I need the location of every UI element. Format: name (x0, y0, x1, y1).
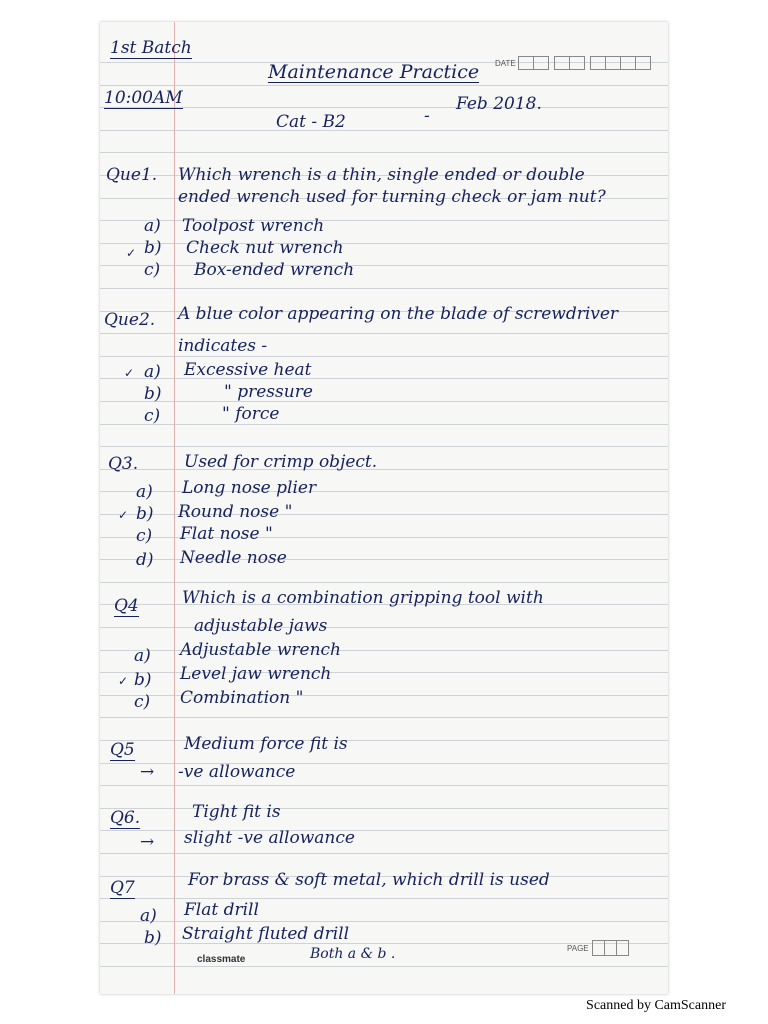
ruled-line (100, 130, 668, 131)
question-label: Q7 (110, 878, 135, 898)
option-text: Box-ended wrench (194, 260, 355, 280)
ruled-line (100, 152, 668, 153)
question-text: ended wrench used for turning check or jam nut? (178, 187, 606, 207)
question-text: For brass & soft metal, which drill is used (188, 870, 550, 890)
option-text: Needle nose (180, 548, 287, 568)
option-text: Flat drill (184, 900, 259, 920)
option-label: a) (140, 906, 157, 926)
question-text: adjustable jaws (194, 616, 328, 636)
option-text: Adjustable wrench (180, 640, 342, 660)
date-field (495, 56, 651, 70)
option-text: Long nose plier (182, 478, 317, 498)
option-text: Both a & b . (310, 946, 396, 962)
checkmark-icon: ✓ (118, 508, 129, 522)
time-label: 10:00AM (104, 88, 183, 108)
category-label: Cat - B2 (276, 112, 346, 132)
ruled-line (100, 853, 668, 854)
exam-date: Feb 2018. (456, 94, 542, 114)
answer-text: -ve allowance (178, 762, 296, 782)
ruled-line (100, 808, 668, 809)
ruled-line (100, 424, 668, 425)
ruled-line (100, 717, 668, 718)
option-label: b) (144, 238, 162, 258)
question-label: Que2. (104, 310, 156, 330)
option-text: Flat nose " (180, 524, 273, 544)
option-label: c) (144, 406, 161, 426)
question-label: Q3. (108, 454, 139, 474)
ruled-line (100, 401, 668, 402)
ruled-line (100, 85, 668, 86)
option-text: Excessive heat (184, 360, 312, 380)
question-label: Q6. (110, 808, 141, 828)
scanner-watermark: Scanned by CamScanner (586, 998, 726, 1013)
ruled-line (100, 333, 668, 334)
margin-line (174, 22, 175, 994)
option-label: a) (136, 482, 153, 502)
question-label: Q5 (110, 740, 135, 760)
header-dash: - (424, 106, 430, 126)
ruled-line (100, 785, 668, 786)
option-text: Toolpost wrench (182, 216, 325, 236)
ruled-line (100, 288, 668, 289)
answer-text: slight -ve allowance (184, 828, 355, 848)
option-label: c) (134, 692, 151, 712)
question-label: Que1. (106, 165, 158, 185)
option-label: b) (144, 928, 162, 948)
option-text: " pressure (224, 382, 313, 402)
option-label: d) (136, 550, 154, 570)
question-text: Used for crimp object. (184, 452, 378, 472)
ruled-line (100, 582, 668, 583)
question-text: Tight fit is (192, 802, 281, 822)
brand-label: classmate (197, 954, 246, 965)
question-label: Q4 (114, 596, 139, 616)
ruled-line (100, 265, 668, 266)
batch-label: 1st Batch (110, 38, 192, 58)
option-label: b) (144, 384, 162, 404)
question-text: Which wrench is a thin, single ended or double (178, 165, 585, 185)
checkmark-icon: ✓ (126, 246, 137, 260)
question-text: A blue color appearing on the blade of screwdriver (178, 304, 619, 324)
option-text: " force (222, 404, 280, 424)
option-label: a) (134, 646, 151, 666)
option-label: b) (134, 670, 152, 690)
page-label: PAGE (567, 943, 589, 953)
ruled-line (100, 107, 668, 108)
option-label: c) (144, 260, 161, 280)
date-label: DATE (495, 58, 516, 68)
option-label: b) (136, 504, 154, 524)
page-field (567, 940, 629, 956)
option-label: a) (144, 216, 161, 236)
arrow-icon: → (140, 762, 155, 782)
option-text: Straight fluted drill (182, 924, 350, 944)
option-text: Level jaw wrench (180, 664, 332, 684)
question-text: Which is a combination gripping tool with (182, 588, 544, 608)
ruled-line (100, 921, 668, 922)
question-text: Medium force fit is (184, 734, 348, 754)
option-label: a) (144, 362, 161, 382)
option-text: Check nut wrench (186, 238, 344, 258)
option-label: c) (136, 526, 153, 546)
question-text: indicates - (178, 336, 268, 356)
notebook-page (100, 22, 668, 994)
option-text: Combination " (180, 688, 304, 708)
arrow-icon: → (140, 832, 155, 852)
ruled-line (100, 627, 668, 628)
checkmark-icon: ✓ (118, 674, 129, 688)
ruled-line (100, 446, 668, 447)
option-text: Round nose " (178, 502, 293, 522)
ruled-line (100, 966, 668, 967)
checkmark-icon: ✓ (124, 366, 135, 380)
page-title: Maintenance Practice (268, 61, 480, 83)
